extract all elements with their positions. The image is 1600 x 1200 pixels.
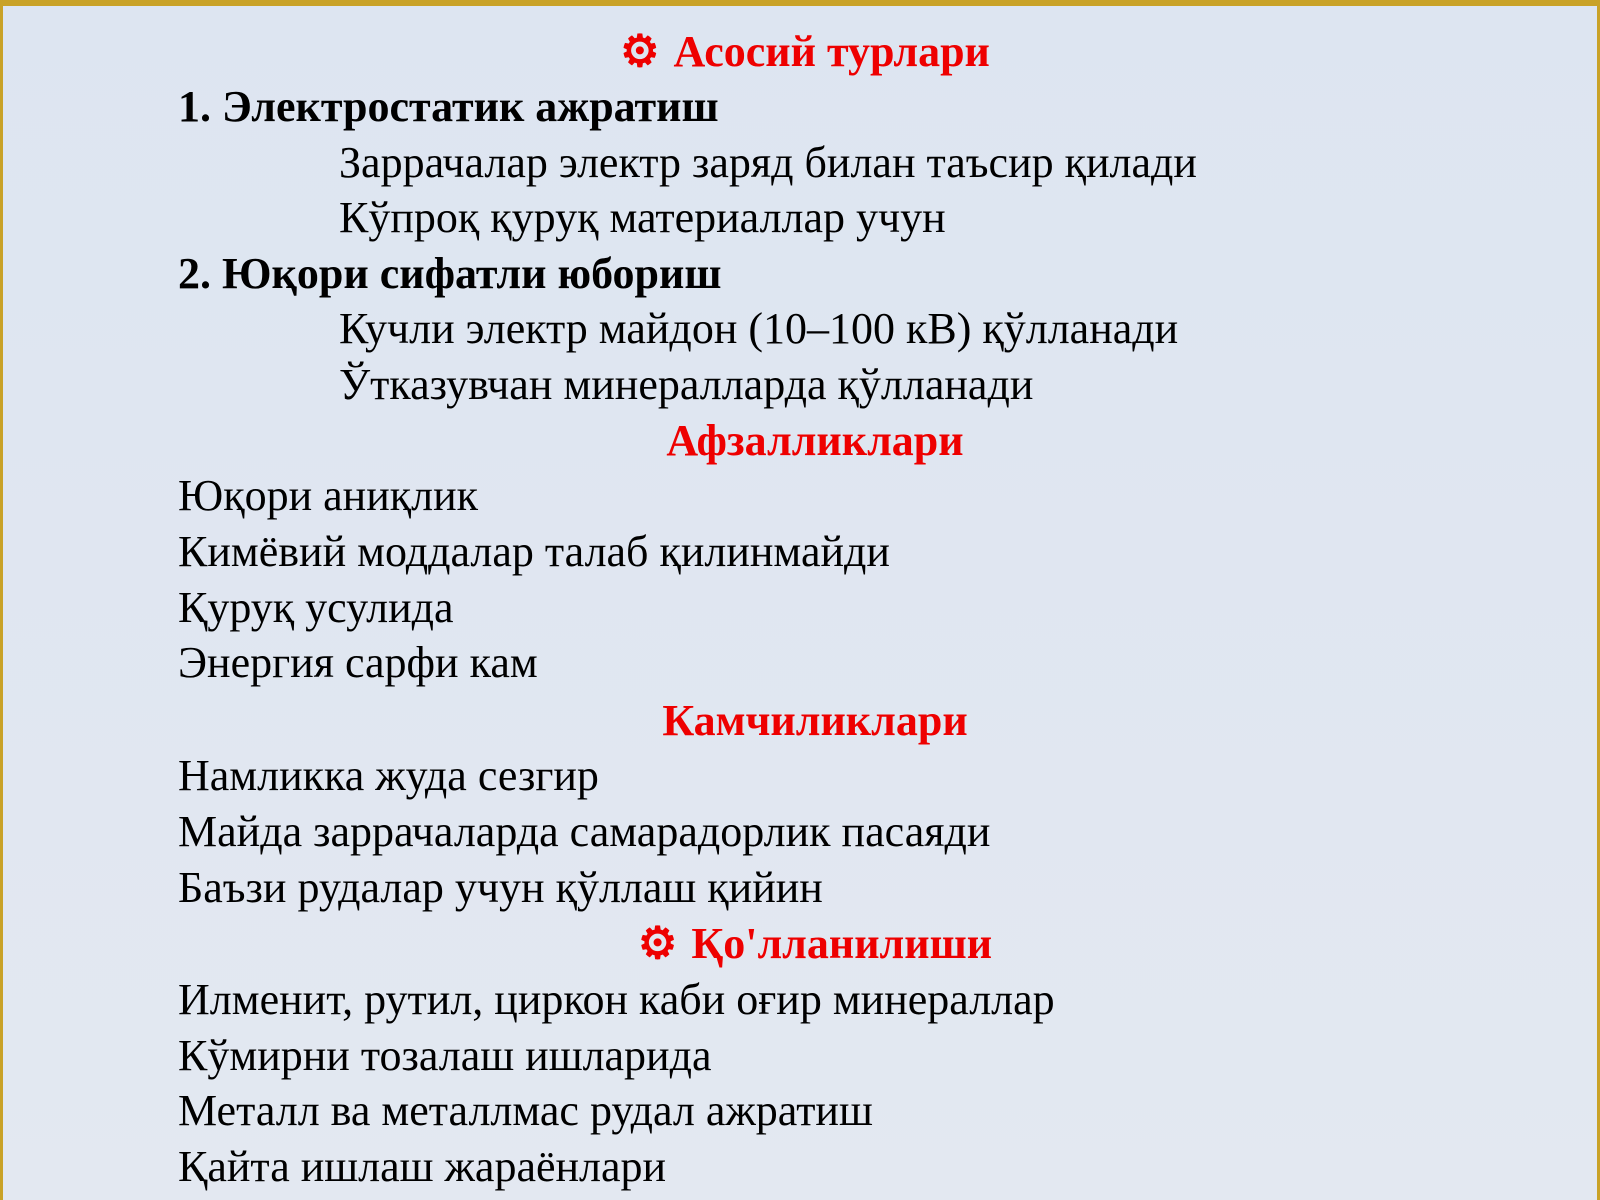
types-heading	[3, 27, 1597, 76]
type-subitem: Ўтказувчан минералларда қўлланади	[339, 360, 1034, 409]
application-item: Қайта ишлаш жараёнлари	[178, 1142, 667, 1191]
advantage-item: Юқори аниқлик	[178, 471, 479, 520]
application-item: Кўмирни тозалаш ишларида	[178, 1031, 712, 1080]
types-heading-text: Асосий турлари	[673, 27, 990, 76]
type-subitem: Заррачалар электр заряд билан таъсир қилади	[339, 138, 1197, 187]
advantage-item: Қуруқ усулида	[178, 583, 454, 632]
type-item-title: 1. Электростатик ажратиш	[178, 82, 719, 131]
advantages-heading: Афзалликлари	[666, 416, 964, 465]
disadvantage-item: Намликка жуда сезгир	[178, 751, 599, 800]
advantage-item: Энергия сарфи кам	[178, 638, 538, 687]
type-subitem: Кўпроқ қуруқ материаллар учун	[339, 193, 946, 242]
applications-heading	[3, 919, 1597, 968]
application-item: Илменит, рутил, циркон каби оғир минераллар	[178, 975, 1055, 1024]
type-item-title: 2. Юқори сифатли юбориш	[178, 249, 722, 298]
disadvantages-heading: Камчиликлари	[662, 696, 968, 745]
disadvantage-item: Майда заррачаларда самарадорлик пасаяди	[178, 807, 991, 856]
application-item: Металл ва металлмас рудал ажратиш	[178, 1086, 873, 1135]
disadvantage-item: Баъзи рудалар учун қўллаш қийин	[178, 863, 823, 912]
gear-icon: ⚙	[637, 919, 678, 968]
gear-icon: ⚙	[620, 27, 660, 76]
type-subitem: Кучли электр майдон (10–100 кВ) қўлланади	[339, 304, 1179, 353]
advantage-item: Кимёвий моддалар талаб қилинмайди	[178, 527, 890, 576]
applications-heading-text: Қо'лланилиши	[691, 919, 993, 968]
